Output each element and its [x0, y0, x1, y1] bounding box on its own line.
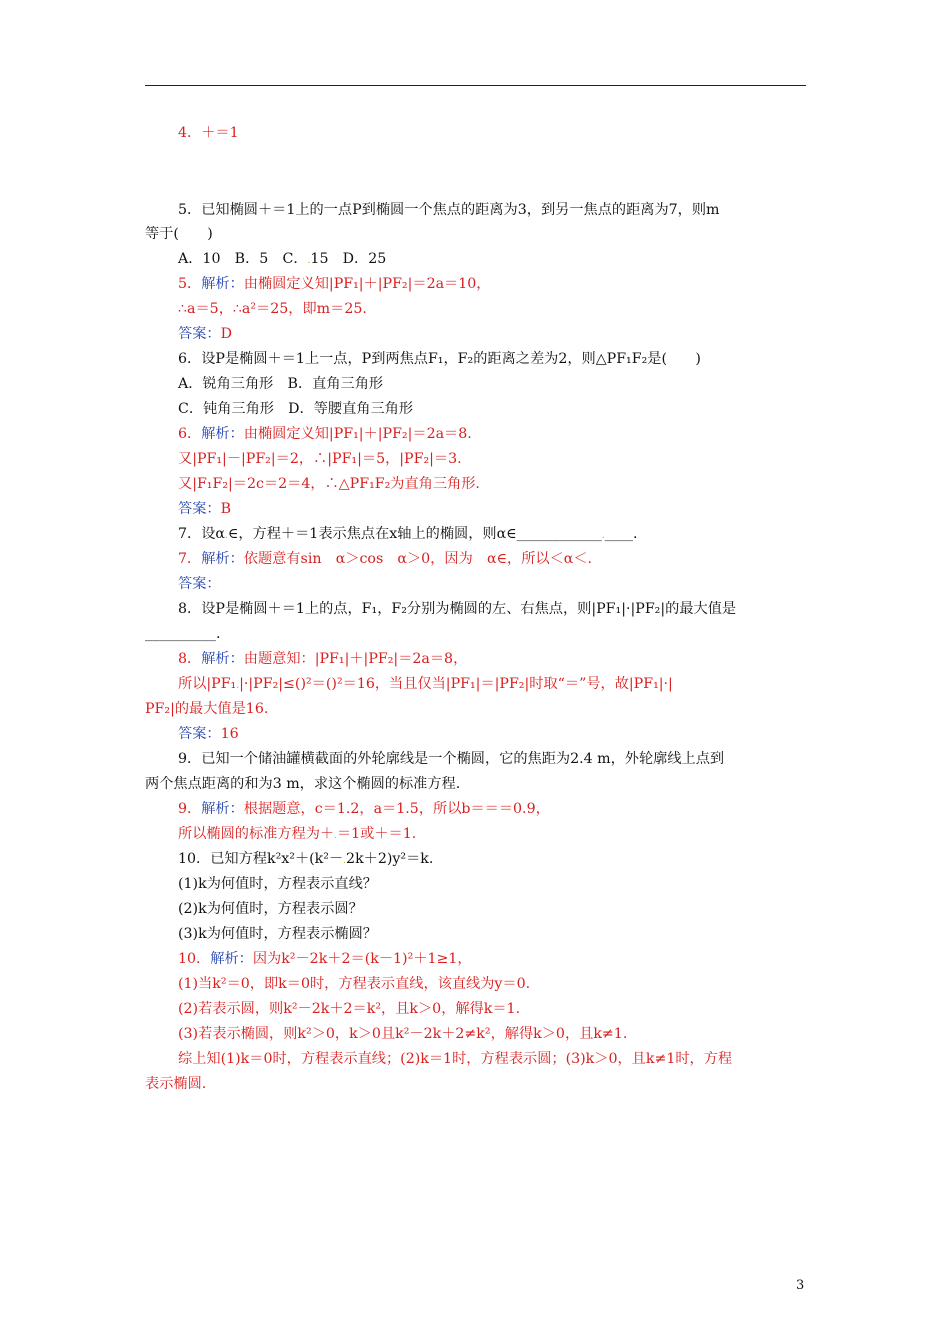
- question-text: .: [343, 856, 347, 866]
- text-line: [178, 949, 472, 969]
- question-text: __________.: [145, 626, 221, 642]
- label-text: 答案：: [178, 726, 221, 742]
- text-line: [178, 599, 736, 619]
- question-text: .: [601, 531, 605, 541]
- answer-text: 由题意知：|PF₁|＋|PF₂|＝2a＝8，: [243, 651, 468, 667]
- answer-text: 因为k²－2k＋2＝(k－1)²＋1≥1，: [252, 951, 472, 967]
- text-line: [178, 649, 467, 669]
- answer-text: ＝1或＋＝1.: [336, 826, 417, 842]
- text-line: [145, 699, 268, 719]
- answer-text: |·|PF₂|≤()²＝()²＝16，当且仅当|PF₁|＝|PF₂|时取“＝”号，故|PF₁|·|: [239, 676, 673, 692]
- answer-text: 6．: [178, 426, 202, 442]
- question-text: A．锐角三角形 B．直角三角形: [178, 376, 384, 392]
- text-line: [145, 774, 460, 794]
- answer-text: (3)若表示椭圆，则k²＞0，k＞0且k²－2k＋2≠k²，解得k＞0，且k≠1.: [178, 1026, 628, 1042]
- question-text: 5．已知椭圆＋＝1上的一点P到椭圆一个焦点的距离为3，到另一焦点的距离为7，则m: [178, 202, 720, 218]
- label-text: 答案：: [178, 501, 221, 517]
- text-line: [178, 824, 416, 846]
- text-line: [178, 899, 363, 919]
- text-line: [178, 274, 491, 294]
- text-line: [178, 674, 673, 696]
- label-text: 解析：: [201, 651, 244, 667]
- answer-text: 4．＋＝1: [178, 125, 239, 141]
- text-line: [178, 424, 472, 444]
- question-text: .: [334, 831, 337, 841]
- text-line: [178, 200, 719, 220]
- answer-text: 8．: [178, 651, 202, 667]
- question-text: 7．设α: [178, 526, 225, 542]
- answer-text: 根据题意，c＝1.2，a＝1.5，所以b＝＝＝0.9，: [243, 801, 550, 817]
- question-text: 两个焦点距离的和为3 m，求这个椭圆的标准方程.: [145, 776, 461, 792]
- text-line: [178, 1049, 732, 1069]
- answer-text: (2)若表示圆，则k²－2k＋2＝k²，且k＞0，解得k＝1.: [178, 1001, 521, 1017]
- answer-text: 又|PF₁|－|PF₂|＝2，∴|PF₁|＝5，|PF₂|＝3.: [178, 451, 462, 467]
- answer-text: D: [220, 326, 232, 342]
- text-line: [178, 924, 377, 944]
- answer-text: PF₂|的最大值是16.: [145, 701, 269, 717]
- answer-text: (1)当k²＝0，即k＝0时，方程表示直线，该直线为y＝0.: [178, 976, 531, 992]
- text-line: [178, 999, 520, 1019]
- question-text: 8．设P是椭圆＋＝1上的点，F₁，F₂分别为椭圆的左、右焦点，则|PF₁|·|PF₂|的最大值是: [178, 601, 737, 617]
- label-text: 答案：: [178, 576, 221, 592]
- text-line: [178, 123, 239, 143]
- question-text: (3)k为何值时，方程表示椭圆？: [178, 926, 377, 942]
- label-text: 解析：: [201, 276, 244, 292]
- answer-text: 16: [220, 726, 239, 742]
- answer-text: 9．: [178, 801, 202, 817]
- question-text: (2)k为何值时，方程表示圆？: [178, 901, 363, 917]
- text-line: [178, 524, 638, 546]
- text-line: [178, 799, 550, 819]
- question-text: .: [236, 681, 240, 691]
- answer-text: 7．: [178, 551, 202, 567]
- text-line: [178, 549, 592, 569]
- text-line: [178, 374, 383, 394]
- question-text: A．10 B．5 C．: [178, 251, 308, 267]
- answer-text: 综上知(1)k＝0时，方程表示直线；(2)k＝1时，方程表示圆；(3)k＞0，且k≠1时，方程: [178, 1051, 733, 1067]
- text-line: [178, 324, 232, 344]
- question-text: ∈，方程＋＝1表示焦点在x轴上的椭圆，则α∈____________: [227, 526, 602, 542]
- question-text: 10．已知方程k²x²＋(k²－: [178, 851, 344, 867]
- question-text: 2k＋2)y²＝k.: [346, 851, 434, 867]
- answer-text: 表示椭圆.: [145, 1076, 207, 1092]
- text-line: [145, 624, 220, 644]
- question-text: 等于( ): [145, 226, 213, 242]
- text-line: [178, 724, 239, 744]
- text-line: [145, 1074, 206, 1094]
- label-text: 解析：: [201, 426, 244, 442]
- text-line: [178, 974, 530, 994]
- text-line: [178, 749, 724, 769]
- question-text: ____.: [604, 526, 638, 542]
- answer-text: 所以椭圆的标准方程为＋: [178, 826, 335, 842]
- label-text: 答案：: [178, 326, 221, 342]
- text-line: [178, 349, 701, 369]
- text-line: [178, 474, 480, 494]
- question-text: C．钝角三角形 D．等腰直角三角形: [178, 401, 414, 417]
- answer-text: 所以|PF₁: [178, 676, 237, 692]
- question-text: 6．设P是椭圆＋＝1上一点，P到两焦点F₁，F₂的距离之差为2，则△PF₁F₂是( ): [178, 351, 701, 367]
- answer-text: 10．: [178, 951, 211, 967]
- answer-text: B: [220, 501, 232, 517]
- text-line: [178, 574, 221, 594]
- question-text: 9．已知一个储油罐横截面的外轮廓线是一个椭圆，它的焦距为2.4 m，外轮廓线上点到: [178, 751, 725, 767]
- header-rule: [145, 85, 806, 86]
- text-line: [178, 249, 386, 271]
- question-text: (1)k为何值时，方程表示直线？: [178, 876, 377, 892]
- question-text: .: [307, 256, 311, 266]
- text-line: [178, 299, 367, 319]
- answer-text: 又|F₁F₂|＝2c＝2＝4，∴△PF₁F₂为直角三角形.: [178, 476, 480, 492]
- text-line: [178, 399, 413, 419]
- answer-text: 由椭圆定义知|PF₁|＋|PF₂|＝2a＝10，: [243, 276, 491, 292]
- label-text: 解析：: [210, 951, 253, 967]
- page-number: 3: [796, 1278, 805, 1293]
- text-line: [178, 449, 462, 469]
- text-line: [178, 874, 377, 894]
- text-line: [178, 1024, 627, 1044]
- answer-text: ∴a＝5，∴a²＝25，即m＝25.: [178, 301, 367, 317]
- text-line: [178, 499, 231, 519]
- answer-text: 依题意有sin α＞cos α＞0，因为 α∈，所以＜α＜.: [243, 551, 593, 567]
- answer-text: 5．: [178, 276, 202, 292]
- question-text: 15 D．25: [310, 251, 387, 267]
- label-text: 解析：: [201, 551, 244, 567]
- label-text: 解析：: [201, 801, 244, 817]
- text-line: [145, 224, 213, 244]
- answer-text: 由椭圆定义知|PF₁|＋|PF₂|＝2a＝8.: [243, 426, 472, 442]
- text-line: [178, 849, 433, 871]
- question-text: .: [224, 531, 228, 541]
